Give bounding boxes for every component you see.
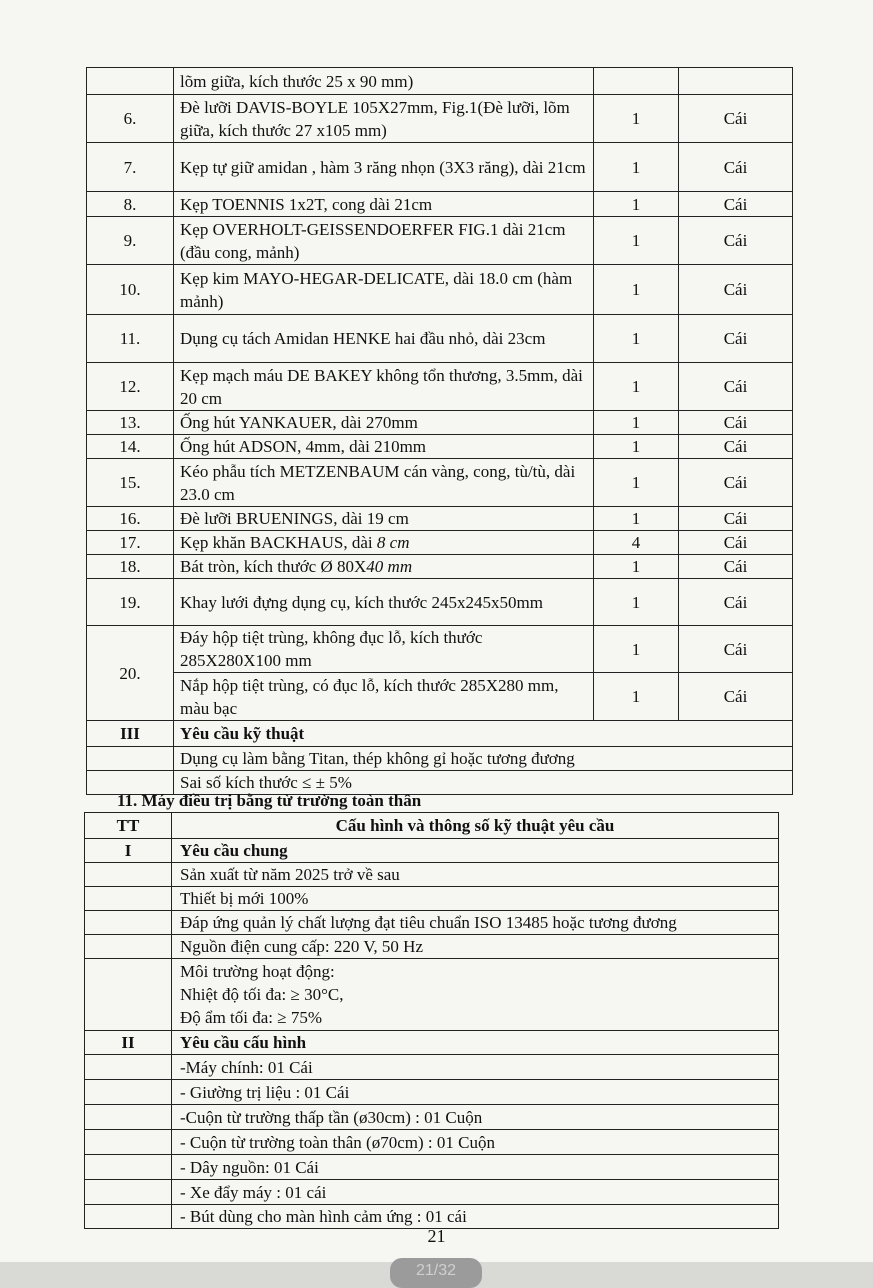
column-header-tt: TT <box>85 813 172 839</box>
item-quantity: 1 <box>594 673 679 721</box>
row-number <box>85 1130 172 1155</box>
requirement-text: Sản xuất từ năm 2025 trở về sau <box>172 863 779 887</box>
table-row <box>87 143 793 192</box>
environment-requirements <box>172 959 779 1031</box>
item-unit: Cái <box>679 531 793 555</box>
item-quantity: 1 <box>594 579 679 626</box>
item-description: Kẹp TOENNIS 1x2T, cong dài 21cm <box>174 192 594 217</box>
table-row <box>85 863 779 887</box>
section-number: II <box>85 1031 172 1055</box>
item-unit: Cái <box>679 555 793 579</box>
table-row <box>87 265 793 315</box>
section-row <box>85 1031 779 1055</box>
row-number: 14. <box>87 435 174 459</box>
config-item: -Cuộn từ trường thấp tần (ø30cm) : 01 Cuộn <box>172 1105 779 1130</box>
item-unit: Cái <box>679 192 793 217</box>
table-row <box>87 673 793 721</box>
specification-table <box>84 812 779 1229</box>
table-row <box>87 363 793 411</box>
table-row <box>85 1105 779 1130</box>
section-heading: Yêu cầu kỹ thuật <box>174 721 793 747</box>
item-description: Khay lưới đựng dụng cụ, kích thước 245x245x50mm <box>174 579 594 626</box>
table-row <box>85 1055 779 1080</box>
item-description: Đè lưỡi DAVIS-BOYLE 105X27mm, Fig.1(Đè lưỡi, lõm giữa, kích thước 27 x105 mm) <box>174 95 594 143</box>
page-indicator: 21/32 <box>390 1258 482 1288</box>
item-description-italic: 40 mm <box>366 557 413 576</box>
item-quantity: 1 <box>594 411 679 435</box>
item-quantity: 1 <box>594 555 679 579</box>
item-unit: Cái <box>679 363 793 411</box>
max-humidity: Độ ẩm tối đa: ≥ 75% <box>180 1008 323 1027</box>
table-row <box>87 68 793 95</box>
table-row <box>87 315 793 363</box>
item-description-text: Kẹp khăn BACKHAUS, dài <box>180 533 377 552</box>
item-unit: Cái <box>679 459 793 507</box>
item-quantity: 1 <box>594 435 679 459</box>
row-number <box>87 747 174 771</box>
item-unit: Cái <box>679 579 793 626</box>
section-heading: Yêu cầu cấu hình <box>172 1031 779 1055</box>
item-description: Kẹp kim MAYO-HEGAR-DELICATE, dài 18.0 cm (hàm mảnh) <box>174 265 594 315</box>
item-unit: Cái <box>679 95 793 143</box>
row-number <box>85 959 172 1031</box>
item-description-italic: 8 cm <box>376 533 410 552</box>
section-heading: Yêu cầu chung <box>172 839 779 863</box>
row-number: 7. <box>87 143 174 192</box>
item-unit: Cái <box>679 411 793 435</box>
item-quantity: 4 <box>594 531 679 555</box>
table-row <box>87 531 793 555</box>
page-number: 21 <box>427 1226 446 1246</box>
max-temperature: Nhiệt độ tối đa: ≥ 30°C, <box>180 985 344 1004</box>
table-row <box>87 435 793 459</box>
table-row <box>87 747 793 771</box>
row-number: 11. <box>87 315 174 363</box>
row-number <box>85 935 172 959</box>
item-quantity <box>594 68 679 95</box>
item-description: Kẹp tự giữ amidan , hàm 3 răng nhọn (3X3 răng), dài 21cm <box>174 143 594 192</box>
table-row <box>87 459 793 507</box>
equipment-list-table <box>86 67 793 795</box>
table-row <box>87 555 793 579</box>
item-description: Đè lưỡi BRUENINGS, dài 19 cm <box>174 507 594 531</box>
config-item: - Bút dùng cho màn hình cảm ứng : 01 cái <box>172 1205 779 1229</box>
item-unit: Cái <box>679 435 793 459</box>
item-quantity: 1 <box>594 315 679 363</box>
row-number: 10. <box>87 265 174 315</box>
item-quantity: 1 <box>594 363 679 411</box>
requirement-text: Thiết bị mới 100% <box>172 887 779 911</box>
requirement-text: Đáp ứng quản lý chất lượng đạt tiêu chuẩn ISO 13485 hoặc tương đương <box>172 911 779 935</box>
table-row <box>87 192 793 217</box>
config-item: - Cuộn từ trường toàn thân (ø70cm) : 01 Cuộn <box>172 1130 779 1155</box>
item-unit: Cái <box>679 626 793 673</box>
row-number <box>85 887 172 911</box>
item-quantity: 1 <box>594 626 679 673</box>
row-number <box>85 1055 172 1080</box>
config-item: - Xe đẩy máy : 01 cái <box>172 1180 779 1205</box>
row-number: 15. <box>87 459 174 507</box>
item-unit: Cái <box>679 507 793 531</box>
table-row <box>87 411 793 435</box>
section-row <box>85 839 779 863</box>
item-description-text: Bát tròn, kích thước Ø 80X <box>180 557 367 576</box>
item-unit: Cái <box>679 143 793 192</box>
table-row <box>85 935 779 959</box>
row-number: 9. <box>87 217 174 265</box>
row-number: 12. <box>87 363 174 411</box>
row-number <box>85 911 172 935</box>
config-item: -Máy chính: 01 Cái <box>172 1055 779 1080</box>
item-unit: Cái <box>679 673 793 721</box>
item-description: Kẹp OVERHOLT-GEISSENDOERFER FIG.1 dài 21cm (đầu cong, mảnh) <box>174 217 594 265</box>
row-number <box>85 1180 172 1205</box>
item-description: Nắp hộp tiệt trùng, có đục lỗ, kích thước 285X280 mm, màu bạc <box>174 673 594 721</box>
item-quantity: 1 <box>594 265 679 315</box>
item-quantity: 1 <box>594 507 679 531</box>
row-number: 20. <box>87 626 174 721</box>
row-number: 19. <box>87 579 174 626</box>
item-description: Kẹp mạch máu DE BAKEY không tổn thương, 3.5mm, dài 20 cm <box>174 363 594 411</box>
row-number: 8. <box>87 192 174 217</box>
item-quantity: 1 <box>594 143 679 192</box>
row-number <box>87 68 174 95</box>
row-number: 16. <box>87 507 174 531</box>
item-quantity: 1 <box>594 95 679 143</box>
environment-label: Môi trường hoạt động: <box>180 962 335 981</box>
table-row <box>87 507 793 531</box>
table-row <box>85 1130 779 1155</box>
item-description <box>174 555 594 579</box>
config-item: - Giường trị liệu : 01 Cái <box>172 1080 779 1105</box>
item-quantity: 1 <box>594 217 679 265</box>
section-title: 11. Máy điều trị bằng từ trường toàn thân <box>117 791 422 810</box>
row-number <box>85 1105 172 1130</box>
requirement-text: Dụng cụ làm bằng Titan, thép không gỉ hoặc tương đương <box>174 747 793 771</box>
requirement-text: Sai số kích thước ≤ ± 5% <box>174 771 793 795</box>
header-row <box>85 813 779 839</box>
item-description: Ống hút YANKAUER, dài 270mm <box>174 411 594 435</box>
row-number: 18. <box>87 555 174 579</box>
column-header-config: Cấu hình và thông số kỹ thuật yêu cầu <box>172 813 779 839</box>
item-description: lõm giữa, kích thước 25 x 90 mm) <box>174 68 594 95</box>
table-row <box>85 959 779 1031</box>
item-description: Ống hút ADSON, 4mm, dài 210mm <box>174 435 594 459</box>
item-unit <box>679 68 793 95</box>
table-row <box>87 579 793 626</box>
table-row <box>85 1180 779 1205</box>
table-row <box>87 217 793 265</box>
item-description: Kéo phẫu tích METZENBAUM cán vàng, cong, tù/tù, dài 23.0 cm <box>174 459 594 507</box>
item-quantity: 1 <box>594 192 679 217</box>
row-number: 17. <box>87 531 174 555</box>
row-number <box>85 1155 172 1180</box>
row-number: 13. <box>87 411 174 435</box>
item-description <box>174 531 594 555</box>
table-row <box>87 626 793 673</box>
section-number: III <box>87 721 174 747</box>
config-item: - Dây nguồn: 01 Cái <box>172 1155 779 1180</box>
item-quantity: 1 <box>594 459 679 507</box>
item-description: Đáy hộp tiệt trùng, không đục lỗ, kích thước 285X280X100 mm <box>174 626 594 673</box>
section-row <box>87 721 793 747</box>
table-row <box>85 1155 779 1180</box>
table-row <box>85 1080 779 1105</box>
item-unit: Cái <box>679 315 793 363</box>
item-unit: Cái <box>679 265 793 315</box>
row-number <box>85 1080 172 1105</box>
table-row <box>85 887 779 911</box>
table-row <box>85 911 779 935</box>
row-number <box>85 863 172 887</box>
item-description: Dụng cụ tách Amidan HENKE hai đầu nhỏ, dài 23cm <box>174 315 594 363</box>
row-number: 6. <box>87 95 174 143</box>
section-number: I <box>85 839 172 863</box>
item-unit: Cái <box>679 217 793 265</box>
table-row <box>87 95 793 143</box>
requirement-text: Nguồn điện cung cấp: 220 V, 50 Hz <box>172 935 779 959</box>
